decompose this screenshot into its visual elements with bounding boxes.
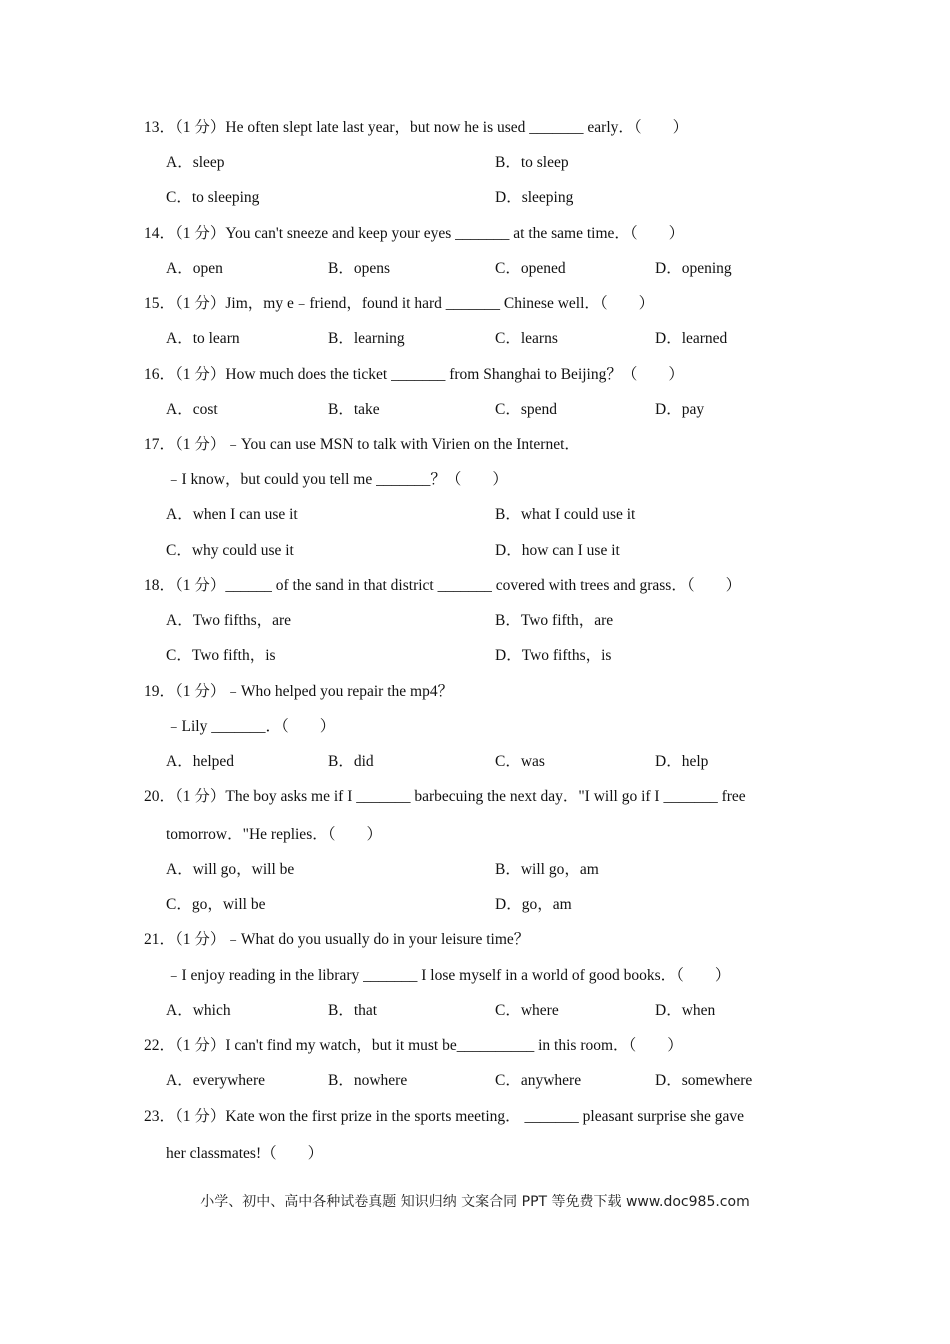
option-d: D．somewhere <box>655 1072 753 1089</box>
question-17-stem: 17．（1 分）﹣You can use MSN to talk with Virien on the Internet． <box>144 436 580 453</box>
option-d: D．help <box>655 753 709 770</box>
option-a: A．helped <box>166 753 235 770</box>
option-c: C．to sleeping <box>166 189 260 206</box>
option-c: C．go，will be <box>166 896 266 913</box>
option-b: B．take <box>328 401 380 418</box>
question-21-stem: 21．（1 分）﹣What do you usually do in your leisure time？ <box>144 931 530 948</box>
option-a: A．everywhere <box>166 1072 265 1089</box>
question-18-stem: 18．（1 分）______ of the sand in that district _______ covered with trees and grass．（ ） <box>144 577 742 594</box>
option-a: A．which <box>166 1002 231 1019</box>
option-b: B．what I could use it <box>495 506 636 523</box>
option-c: C．learns <box>495 330 558 347</box>
question-15-stem: 15．（1 分）Jim，my e﹣friend，found it hard _______ Chinese well．（ ） <box>144 295 655 312</box>
option-b: B．Two fifth，are <box>495 612 614 629</box>
option-d: D．opening <box>655 260 732 277</box>
option-b: B．opens <box>328 260 391 277</box>
option-d: D．pay <box>655 401 705 418</box>
option-b: B．did <box>328 753 374 770</box>
page-footer: 小学、初中、高中各种试卷真题 知识归纳 文案合同 PPT 等免费下载 www.doc985.com <box>200 1194 750 1210</box>
option-c: C．Two fifth，is <box>166 647 276 664</box>
question-13-stem: 13．（1 分）He often slept late last year，but now he is used _______ early．（ ） <box>144 119 689 136</box>
option-d: D．go，am <box>495 896 572 913</box>
option-a: A．Two fifths，are <box>166 612 292 629</box>
question-19-stem-line2: ﹣Lily _______．（ ） <box>166 718 336 735</box>
question-20-stem-line2: tomorrow．"He replies．（ ） <box>166 826 382 843</box>
option-a: A．to learn <box>166 330 240 347</box>
option-a: A．sleep <box>166 154 225 171</box>
option-d: D．learned <box>655 330 728 347</box>
option-a: A．when I can use it <box>166 506 298 523</box>
question-14-stem: 14．（1 分）You can't sneeze and keep your eyes _______ at the same time．（ ） <box>144 225 685 242</box>
option-b: B．nowhere <box>328 1072 408 1089</box>
option-c: C．spend <box>495 401 558 418</box>
question-19-stem: 19．（1 分）﹣Who helped you repair the mp4？ <box>144 683 454 700</box>
question-20-stem: 20．（1 分）The boy asks me if I _______ barbecuing the next day．"I will go if I _______ free <box>144 788 746 805</box>
option-d: D．Two fifths，is <box>495 647 612 664</box>
option-c: C．was <box>495 753 545 770</box>
option-d: D．sleeping <box>495 189 574 206</box>
question-22-stem: 22．（1 分）I can't find my watch，but it must be__________ in this room．（ ） <box>144 1037 683 1054</box>
question-21-stem-line2: ﹣I enjoy reading in the library _______ I lose myself in a world of good books．（ ） <box>166 967 731 984</box>
option-b: B．that <box>328 1002 378 1019</box>
option-d: D．when <box>655 1002 716 1019</box>
option-a: A．will go，will be <box>166 861 295 878</box>
option-a: A．cost <box>166 401 218 418</box>
question-23-stem-line2: her classmates!（ ） <box>166 1145 324 1162</box>
option-c: C．anywhere <box>495 1072 582 1089</box>
question-23-stem: 23．（1 分）Kate won the first prize in the sports meeting． _______ pleasant surprise she gave <box>144 1108 745 1125</box>
option-c: C．where <box>495 1002 559 1019</box>
option-d: D．how can I use it <box>495 542 620 559</box>
option-b: B．to sleep <box>495 154 569 171</box>
question-17-stem-line2: ﹣I know，but could you tell me _______？（ ） <box>166 471 508 488</box>
option-c: C．why could use it <box>166 542 294 559</box>
option-c: C．opened <box>495 260 566 277</box>
option-a: A．open <box>166 260 223 277</box>
option-b: B．will go，am <box>495 861 599 878</box>
option-b: B．learning <box>328 330 405 347</box>
question-16-stem: 16．（1 分）How much does the ticket _______ from Shanghai to Beijing？（ ） <box>144 366 684 383</box>
